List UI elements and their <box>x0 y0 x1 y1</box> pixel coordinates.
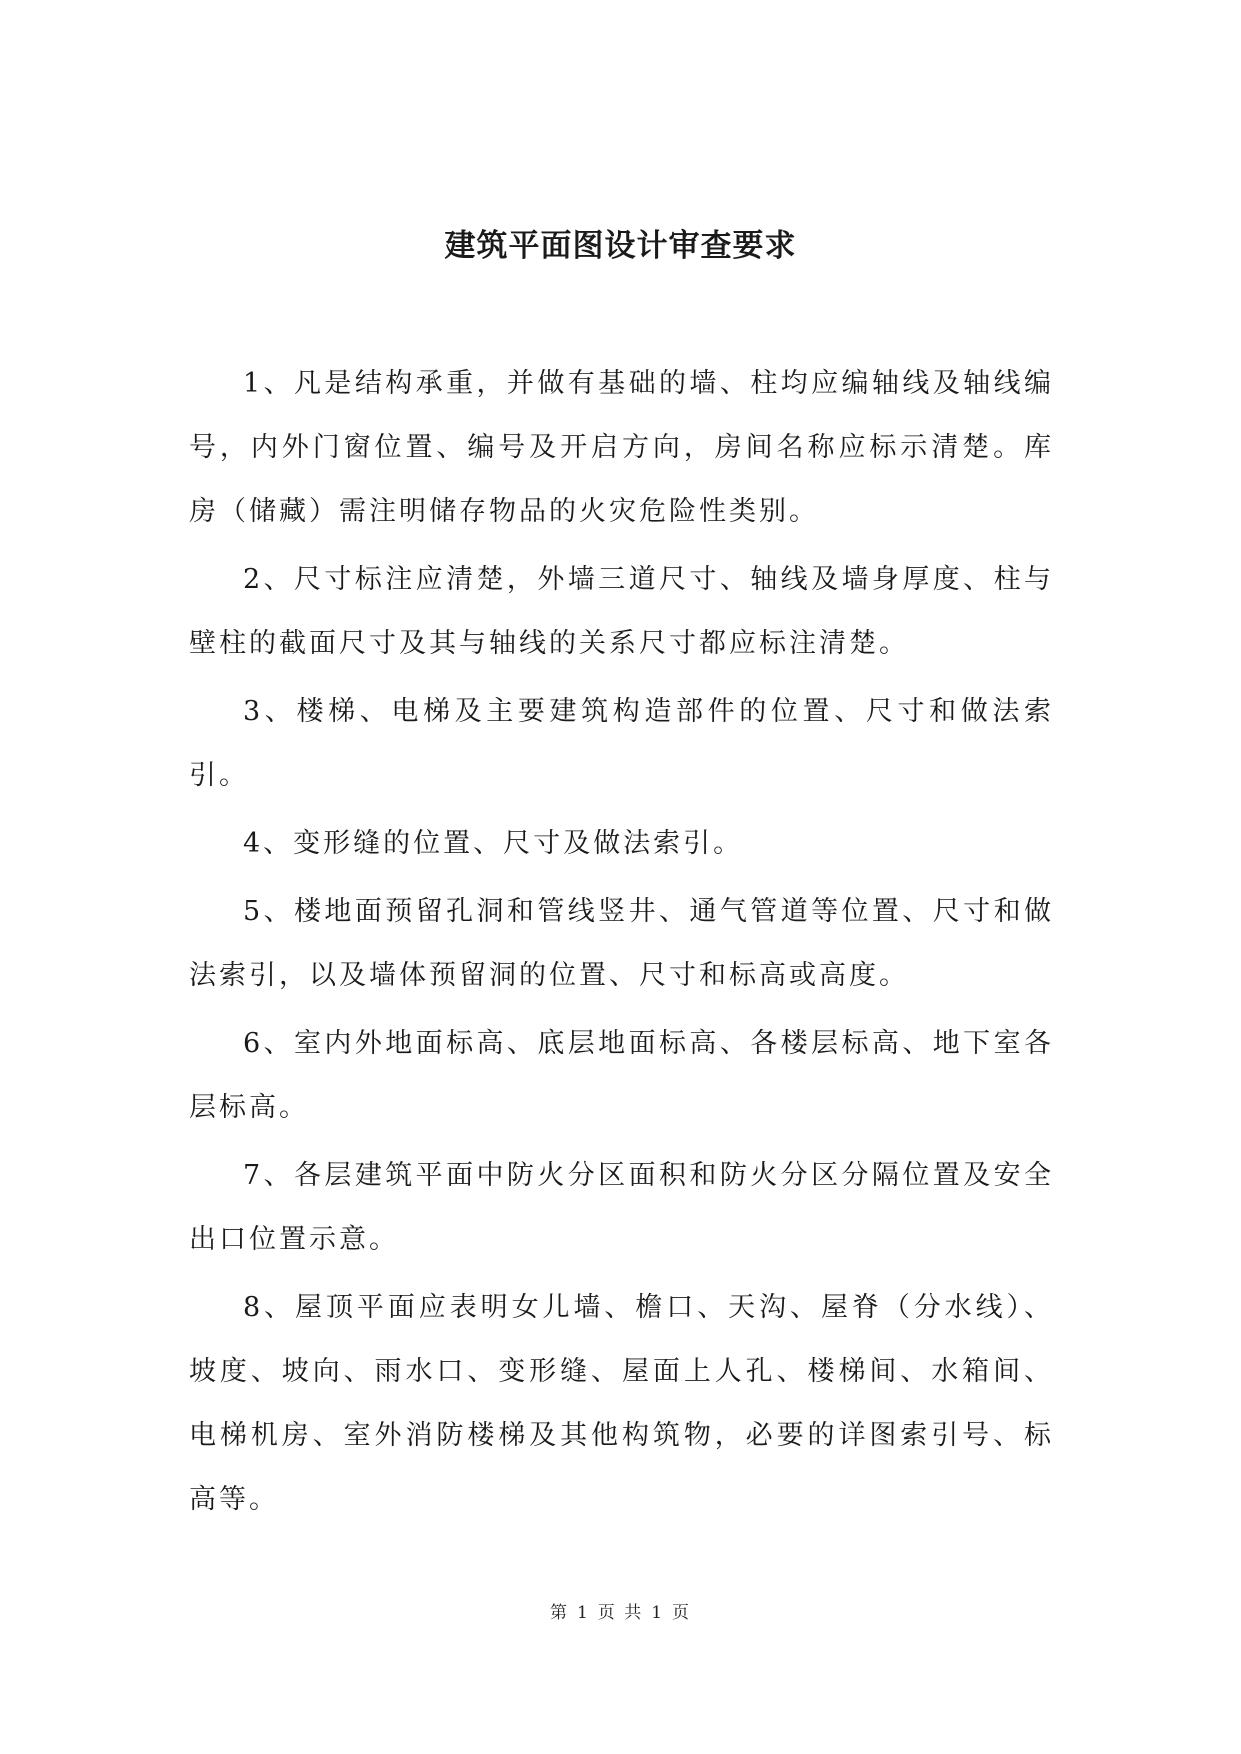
paragraph-6: 6、室内外地面标高、底层地面标高、各楼层标高、地下室各层标高。 <box>189 1028 1054 1123</box>
page-footer <box>0 1601 1241 1625</box>
paragraph-2: 2、尺寸标注应清楚，外墙三道尺寸、轴线及墙身厚度、柱与壁柱的截面尺寸及其与轴线的关系尺寸都应标注清楚。 <box>189 564 1054 659</box>
footer-middle: 页 共 <box>597 1603 644 1623</box>
paragraph-5: 5、楼地面预留孔洞和管线竖井、通气管道等位置、尺寸和做法索引，以及墙体预留洞的位置、尺寸和标高或高度。 <box>189 896 1054 991</box>
footer-page-number: 1 <box>576 1603 590 1623</box>
paragraph-8: 8、屋顶平面应表明女儿墙、檐口、天沟、屋脊（分水线）、坡度、坡向、雨水口、变形缝、屋面上人孔、楼梯间、水箱间、电梯机房、室外消防楼梯及其他构筑物，必要的详图索引号、标高等。 <box>189 1292 1054 1515</box>
paragraph-1: 1、凡是结构承重，并做有基础的墙、柱均应编轴线及轴线编号，内外门窗位置、编号及开启方向，房间名称应标示清楚。库房（储藏）需注明储存物品的火灾危险性类别。 <box>189 368 1054 527</box>
paragraph-3: 3、楼梯、电梯及主要建筑构造部件的位置、尺寸和做法索引。 <box>189 696 1054 791</box>
paragraph-7: 7、各层建筑平面中防火分区面积和防火分区分隔位置及安全出口位置示意。 <box>189 1160 1054 1255</box>
footer-prefix: 第 <box>549 1603 569 1623</box>
footer-total-pages: 1 <box>651 1603 665 1623</box>
document-body <box>189 352 1054 1536</box>
document-title: 建筑平面图设计审查要求 <box>444 228 797 264</box>
footer-suffix: 页 <box>672 1603 692 1623</box>
paragraph-4: 4、变形缝的位置、尺寸及做法索引。 <box>243 828 744 859</box>
